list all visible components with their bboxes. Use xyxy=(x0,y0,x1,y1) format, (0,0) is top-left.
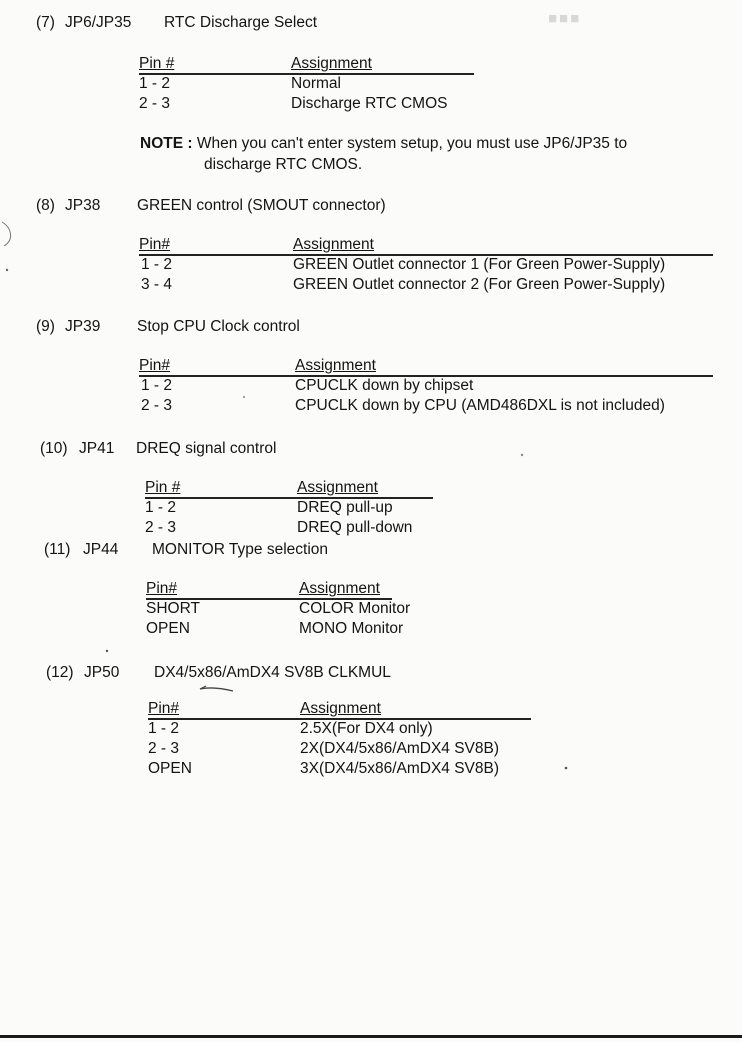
jumper-id: JP38 xyxy=(65,197,101,214)
jumper-id: JP50 xyxy=(84,664,120,681)
section-title: Stop CPU Clock control xyxy=(137,318,300,335)
pin-header: Pin# xyxy=(139,357,171,374)
section-number: (12) xyxy=(46,664,74,681)
pin-cell: 1 - 2 xyxy=(145,499,177,516)
assignment-cell: CPUCLK down by CPU (AMD486DXL is not included) xyxy=(295,397,665,414)
section-title: MONITOR Type selection xyxy=(152,541,329,558)
pin-cell: 2 - 3 xyxy=(141,397,173,414)
assignment-header: Assignment xyxy=(291,55,372,72)
assignment-cell: CPUCLK down by chipset xyxy=(295,377,474,394)
pin-cell: OPEN xyxy=(146,620,190,637)
section-number: (11) xyxy=(44,541,71,558)
section-title: DX4/5x86/AmDX4 SV8B CLKMUL xyxy=(154,664,391,681)
note-label: NOTE : xyxy=(140,135,193,152)
pin-cell: 1 - 2 xyxy=(148,720,180,737)
section-title: GREEN control (SMOUT connector) xyxy=(137,197,386,214)
pin-cell: 2 - 3 xyxy=(148,740,180,757)
jumper-id: JP39 xyxy=(65,318,101,335)
assignment-cell: Normal xyxy=(291,75,341,92)
assignment-cell: Discharge RTC CMOS xyxy=(291,95,448,112)
jumper-id: JP44 xyxy=(83,541,119,558)
pin-cell: OPEN xyxy=(148,760,192,777)
pin-header: Pin # xyxy=(139,55,175,72)
pin-cell: 2 - 3 xyxy=(139,95,171,112)
assignment-header: Assignment xyxy=(297,479,378,496)
section-title: DREQ signal control xyxy=(136,440,277,457)
assignment-cell: GREEN Outlet connector 2 (For Green Power-Supply) xyxy=(293,276,666,293)
assignment-cell: MONO Monitor xyxy=(299,620,404,637)
note-line-1: When you can't enter system setup, you must use JP6/JP35 to xyxy=(196,135,628,152)
pin-cell: 1 - 2 xyxy=(141,256,173,273)
assignment-cell: DREQ pull-up xyxy=(297,499,393,516)
section-number: (10) xyxy=(40,440,68,457)
assignment-cell: COLOR Monitor xyxy=(299,600,411,617)
assignment-cell: GREEN Outlet connector 1 (For Green Power-Supply) xyxy=(293,256,666,273)
assignment-cell: 2.5X(For DX4 only) xyxy=(300,720,433,737)
section-number: (9) xyxy=(36,318,55,335)
pin-cell: 1 - 2 xyxy=(139,75,171,92)
assignment-cell: 2X(DX4/5x86/AmDX4 SV8B) xyxy=(300,740,500,757)
pin-cell: 1 - 2 xyxy=(141,377,173,394)
section-number: (8) xyxy=(36,197,55,214)
pin-header: Pin # xyxy=(145,479,181,496)
pin-cell: 3 - 4 xyxy=(141,276,173,293)
pin-header: Pin# xyxy=(139,236,171,253)
bleed-through-mark: ■■■ xyxy=(548,10,582,27)
assignment-header: Assignment xyxy=(299,580,380,597)
jumper-id: JP41 xyxy=(79,440,115,457)
pin-cell: SHORT xyxy=(146,600,200,617)
assignment-header: Assignment xyxy=(295,357,376,374)
assignment-cell: DREQ pull-down xyxy=(297,519,413,536)
section-number: (7) xyxy=(36,14,55,31)
jumper-id: JP6/JP35 xyxy=(65,14,132,31)
pin-header: Pin# xyxy=(146,580,178,597)
pin-header: Pin# xyxy=(148,700,180,717)
pin-cell: 2 - 3 xyxy=(145,519,177,536)
assignment-header: Assignment xyxy=(293,236,374,253)
assignment-header: Assignment xyxy=(300,700,381,717)
assignment-cell: 3X(DX4/5x86/AmDX4 SV8B) xyxy=(300,760,500,777)
bottom-rule xyxy=(0,1035,742,1038)
note-line-2: discharge RTC CMOS. xyxy=(204,156,363,173)
section-title: RTC Discharge Select xyxy=(164,14,318,31)
